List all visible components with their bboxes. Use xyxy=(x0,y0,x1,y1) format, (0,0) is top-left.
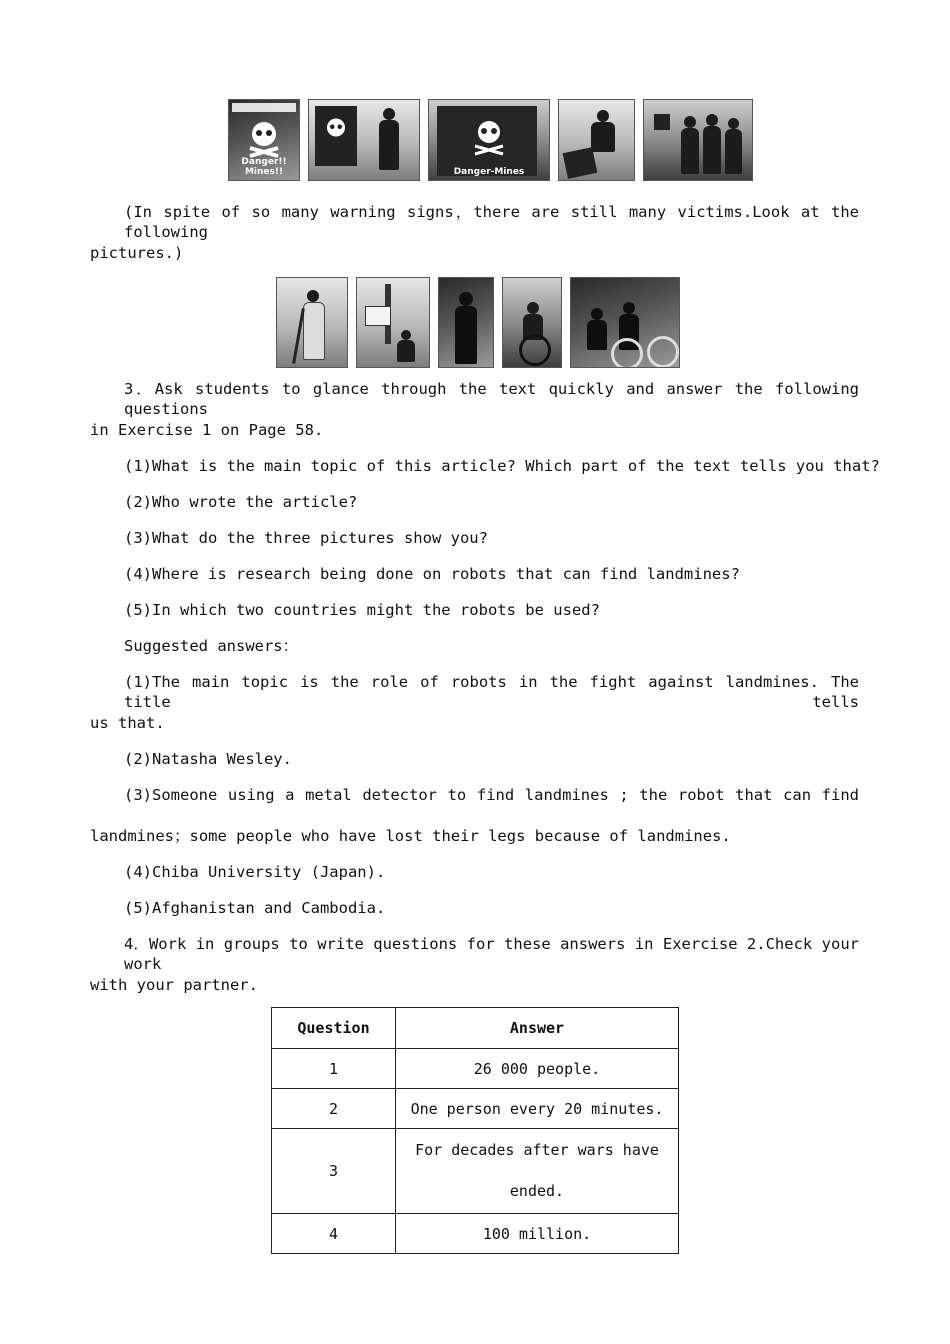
answer-1-line-1: (1)The main topic is the role of robots in the fight against landmines. The title tells xyxy=(124,673,859,711)
step3-line-2: in Exercise 1 on Page 58. xyxy=(90,421,324,439)
question-answer-table xyxy=(271,1007,679,1254)
answer-1-line-2: us that. xyxy=(90,714,165,732)
answer-cell-line-2: ended. xyxy=(509,1182,565,1200)
victim-prosthetic-photo xyxy=(438,277,494,368)
answer-5: (5)Afghanistan and Cambodia. xyxy=(124,899,386,917)
sign-caption: Danger!! Mines!! xyxy=(241,157,287,177)
answer-cell xyxy=(396,1129,679,1214)
children-sign-photo xyxy=(643,99,753,181)
question-number: 3 xyxy=(272,1129,396,1214)
table-header-row xyxy=(272,1008,679,1049)
question-4: (4)Where is research being done on robots that can find landmines? xyxy=(124,565,740,583)
answer-cell: 26 000 people. xyxy=(396,1049,679,1089)
skull-icon xyxy=(321,114,351,144)
victim-wheelchair-photo xyxy=(502,277,562,368)
warning-sign-field-photo xyxy=(308,99,420,181)
question-3: (3)What do the three pictures show you? xyxy=(124,529,488,547)
victim-crutch-photo xyxy=(276,277,348,368)
question-number: 1 xyxy=(272,1049,396,1089)
answer-3-line-2: landmines；some people who have lost their legs because of landmines. xyxy=(90,827,731,845)
table-row xyxy=(272,1129,679,1214)
victims-tree-sign-photo xyxy=(356,277,430,368)
step4-line-1: 4．Work in groups to write questions for these answers in Exercise 2.Check your work xyxy=(124,935,859,973)
question-5: (5)In which two countries might the robots be used? xyxy=(124,601,600,619)
danger-mines-board-photo xyxy=(428,99,550,181)
victims-group-wheelchair-photo xyxy=(570,277,680,368)
intro-line-2: pictures.) xyxy=(90,244,184,262)
answer-cell: 100 million. xyxy=(396,1214,679,1254)
sign-caption: Danger-Mines xyxy=(453,167,525,177)
answer-2: (2)Natasha Wesley. xyxy=(124,750,292,768)
answer-3-line-1: (3)Someone using a metal detector to find landmines ; the robot that can find xyxy=(124,786,859,804)
answer-cell-line-1: For decades after wars have xyxy=(415,1141,659,1159)
deminer-sign-photo xyxy=(558,99,635,181)
intro-line-1: (In spite of so many warning signs，there are still many victims.Look at the following xyxy=(124,203,859,241)
suggested-answers-label: Suggested answers： xyxy=(124,637,299,655)
question-number: 2 xyxy=(272,1089,396,1129)
question-number: 4 xyxy=(272,1214,396,1254)
step3-line-1: 3．Ask students to glance through the text quickly and answer the following questions xyxy=(124,380,859,418)
header-answer: Answer xyxy=(396,1008,679,1049)
step4-line-2: with your partner. xyxy=(90,976,258,994)
table-row xyxy=(272,1049,679,1089)
answer-4: (4)Chiba University (Japan). xyxy=(124,863,386,881)
question-2: (2)Who wrote the article? xyxy=(124,493,358,511)
victims-photo-row xyxy=(276,277,680,368)
table-row xyxy=(272,1214,679,1254)
skull-crossbones-icon xyxy=(469,116,509,156)
question-1: (1)What is the main topic of this article? Which part of the text tells you that? xyxy=(124,457,880,475)
warning-signs-photo-row xyxy=(228,99,753,181)
table-row xyxy=(272,1089,679,1129)
skull-crossbones-icon xyxy=(244,118,284,158)
danger-mines-sign-photo xyxy=(228,99,300,181)
header-question: Question xyxy=(272,1008,396,1049)
answer-cell: One person every 20 minutes. xyxy=(396,1089,679,1129)
